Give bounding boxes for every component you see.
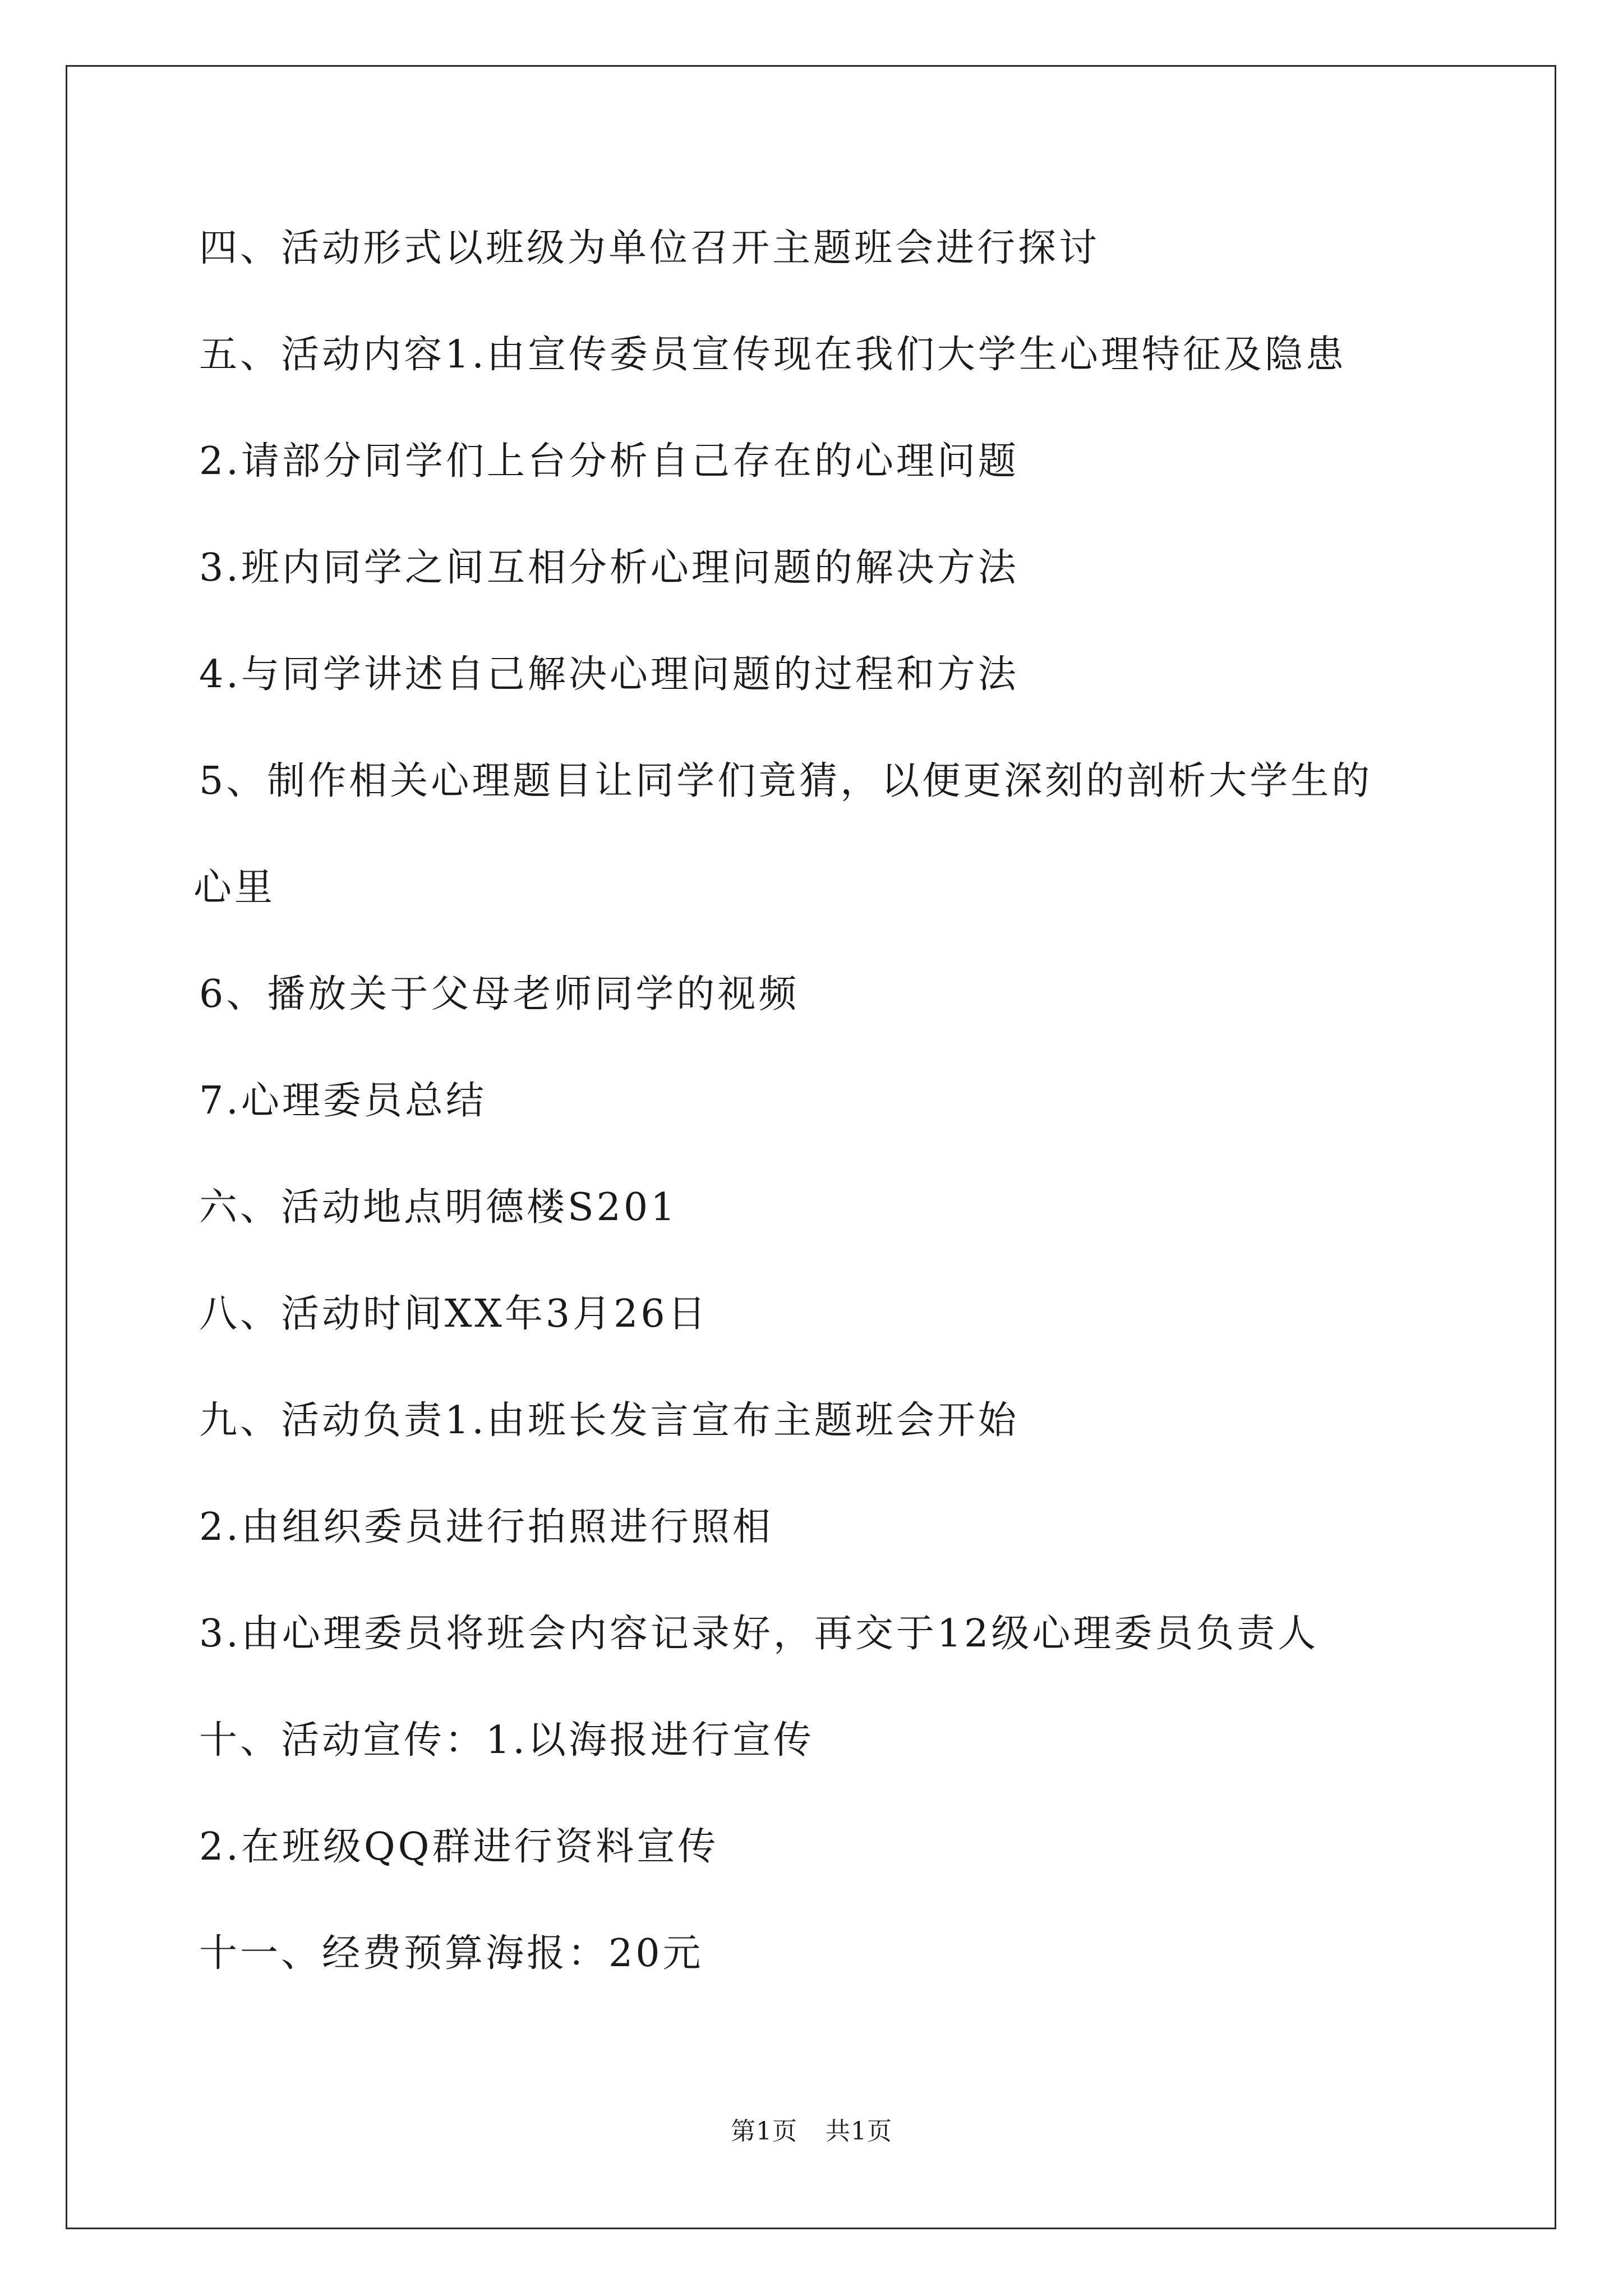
- text-line: 十、活动宣传：1.以海报进行宣传: [199, 1718, 814, 1763]
- text-line: 九、活动负责1.由班长发言宣布主题班会开始: [199, 1398, 1019, 1443]
- text-line: 3.由心理委员将班会内容记录好，再交于12级心理委员负责人: [199, 1612, 1319, 1656]
- page-number: 第1页: [731, 2117, 797, 2146]
- text-line: 六、活动地点明德楼S201: [199, 1185, 678, 1230]
- page-total: 共1页: [826, 2117, 892, 2146]
- text-line: 五、活动内容1.由宣传委员宣传现在我们大学生心理特征及隐患: [199, 333, 1347, 377]
- text-line: 6、播放关于父母老师同学的视频: [199, 972, 800, 1016]
- text-line: 2.由组织委员进行拍照进行照相: [199, 1505, 773, 1549]
- text-line: 2.请部分同学们上台分析自己存在的心理问题: [199, 439, 1019, 484]
- text-line: 2.在班级QQ群进行资料宣传: [199, 1825, 719, 1869]
- text-line: 3.班内同学之间互相分析心理问题的解决方法: [199, 546, 1019, 590]
- text-line: 八、活动时间XX年3月26日: [199, 1292, 709, 1336]
- text-line: 7.心理委员总结: [199, 1079, 487, 1123]
- text-line: 十一、经费预算海报：20元: [199, 1931, 704, 1976]
- page-border: [66, 65, 1556, 2229]
- text-line: 四、活动形式以班级为单位召开主题班会进行探讨: [199, 226, 1100, 270]
- page-footer: [0, 2115, 1623, 2148]
- text-line: 4.与同学讲述自己解决心理问题的过程和方法: [199, 652, 1019, 697]
- text-line: 5、制作相关心理题目让同学们竟猜，以便更深刻的剖析大学生的: [199, 759, 1373, 803]
- text-line-continuation: 心里: [193, 866, 276, 910]
